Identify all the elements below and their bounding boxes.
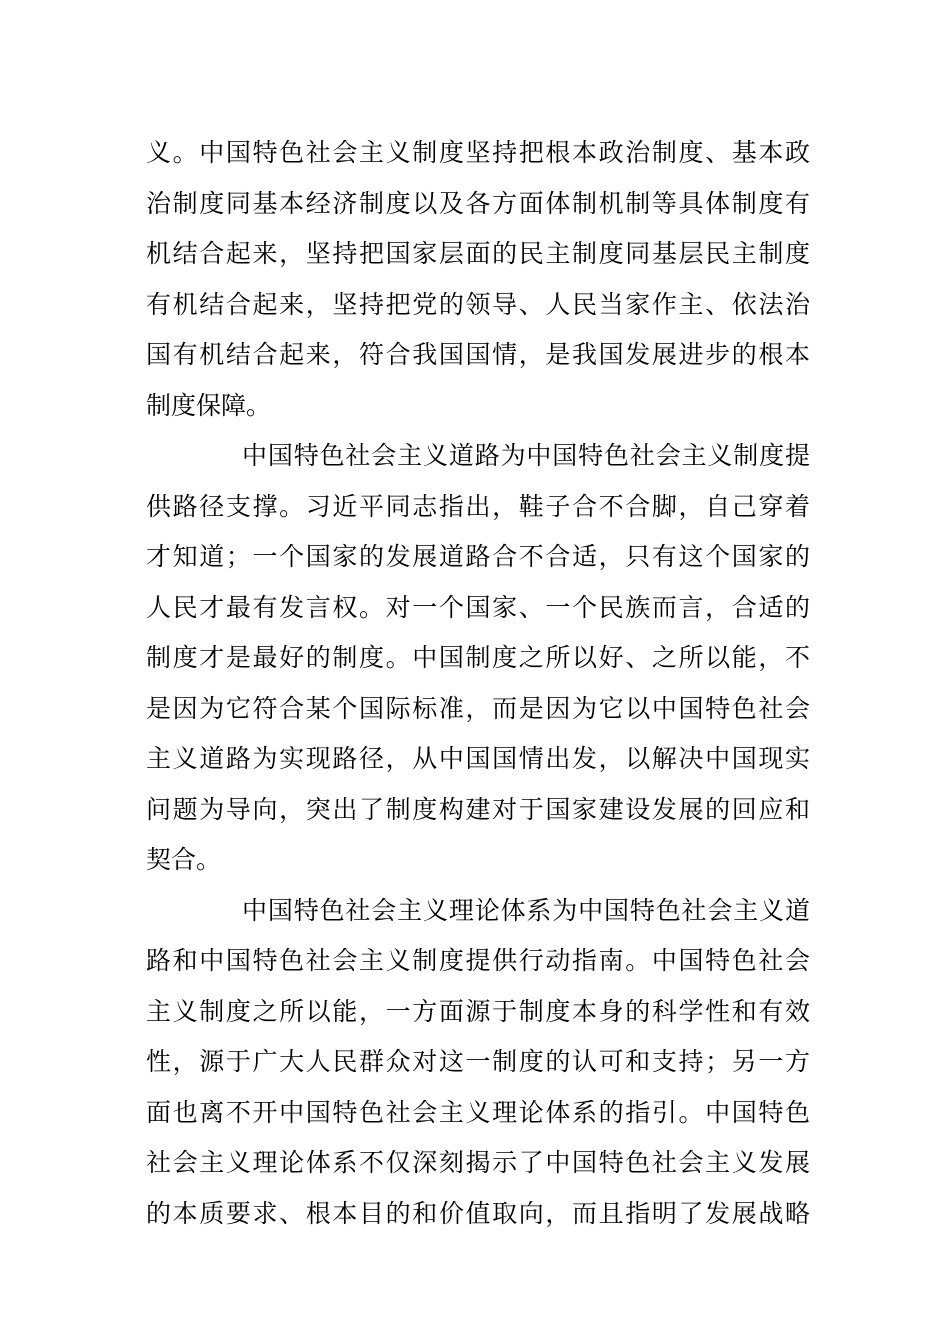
paragraph-2 [146, 431, 810, 886]
text-line: 问题为导向，突出了制度构建对于国家建设发展的回应和 [146, 794, 810, 824]
text-line: 面也离不开中国特色社会主义理论体系的指引。中国特色 [146, 1097, 810, 1127]
body-text [146, 128, 810, 1239]
text-line: 机结合起来，坚持把国家层面的民主制度同基层民主制度 [146, 239, 810, 268]
text-line: 供路径支撑。习近平同志指出，鞋子合不合脚，自己穿着 [146, 491, 810, 521]
paragraph-3 [146, 886, 810, 1240]
text-line: 义。中国特色社会主义制度坚持把根本政治制度、基本政 [146, 138, 810, 167]
text-line: 主义道路为实现路径，从中国国情出发，以解决中国现实 [146, 744, 810, 773]
paragraph-1 [146, 128, 810, 431]
text-line: 社会主义理论体系不仅深刻揭示了中国特色社会主义发展 [146, 1148, 810, 1177]
text-line: 是因为它符合某个国际标准，而是因为它以中国特色社会 [146, 693, 810, 723]
text-line: 才知道；一个国家的发展道路合不合适，只有这个国家的 [146, 542, 810, 571]
text-line: 制度保障。 [146, 390, 272, 420]
text-line: 国有机结合起来，符合我国国情，是我国发展进步的根本 [146, 340, 810, 369]
text-line: 契合。 [146, 845, 222, 874]
text-line: 的本质要求、根本目的和价值取向，而且指明了发展战略 [146, 1198, 810, 1228]
text-line: 中国特色社会主义道路为中国特色社会主义制度提 [242, 441, 810, 470]
text-line: 中国特色社会主义理论体系为中国特色社会主义道 [242, 895, 810, 925]
text-line: 制度才是最好的制度。中国制度之所以好、之所以能，不 [146, 643, 810, 672]
text-line: 人民才最有发言权。对一个国家、一个民族而言，合适的 [146, 592, 810, 622]
text-line: 路和中国特色社会主义制度提供行动指南。中国特色社会 [146, 946, 810, 975]
text-line: 治制度同基本经济制度以及各方面体制机制等具体制度有 [146, 188, 810, 218]
text-line: 主义制度之所以能，一方面源于制度本身的科学性和有效 [146, 996, 810, 1026]
text-line: 有机结合起来，坚持把党的领导、人民当家作主、依法治 [146, 289, 810, 319]
text-line: 性，源于广大人民群众对这一制度的认可和支持；另一方 [146, 1047, 810, 1076]
